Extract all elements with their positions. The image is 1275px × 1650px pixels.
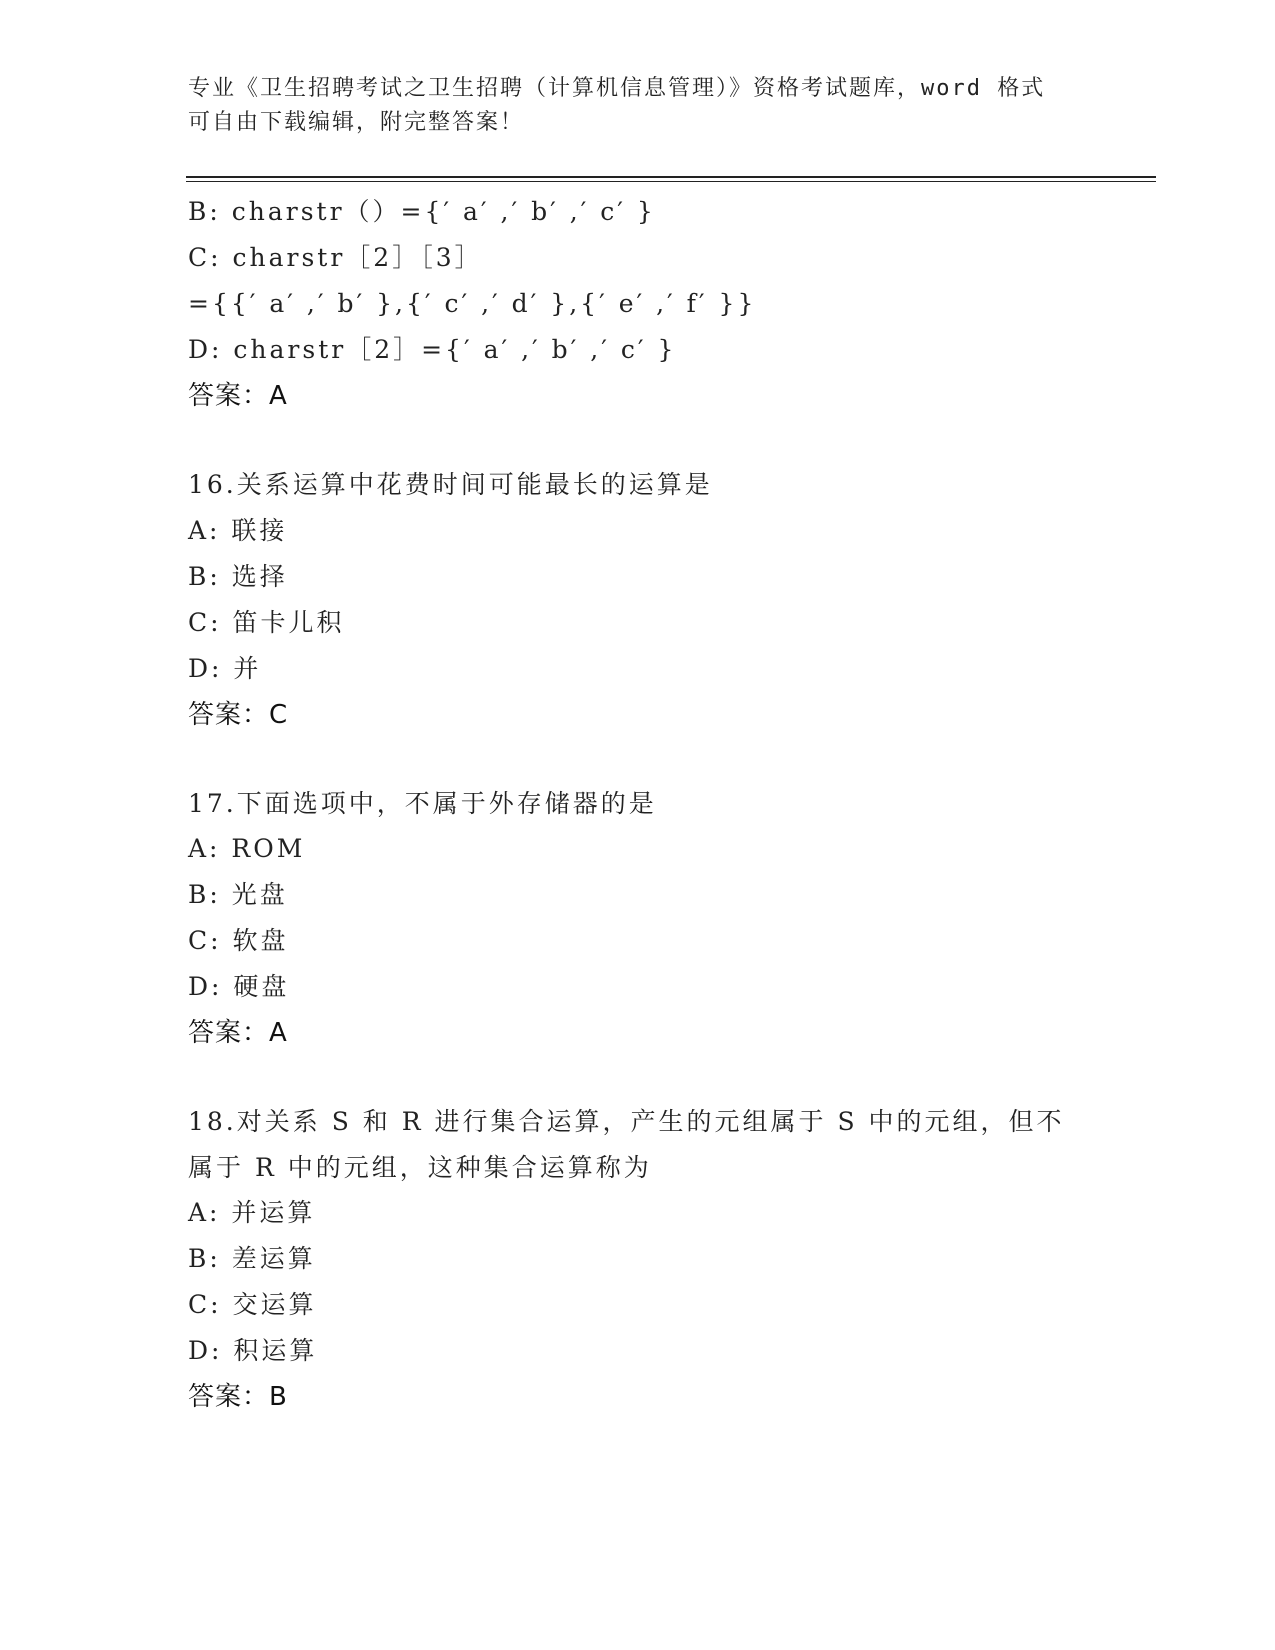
option-b: B: 光盘 <box>188 880 288 909</box>
header-divider <box>186 176 1156 182</box>
answer-line: 答案：C <box>188 699 289 730</box>
option-b: B: 选择 <box>188 561 288 591</box>
answer-line: 答案：B <box>188 1382 288 1412</box>
answer-line: 答案：A <box>188 1018 288 1048</box>
option-a: A: 联接 <box>188 515 288 545</box>
option-d: D: 并 <box>188 653 262 683</box>
question-18 <box>188 1099 1088 1420</box>
header-line-1: 专业《卫生招聘考试之卫生招聘（计算机信息管理）》资格考试题库，word 格式 <box>188 76 1046 101</box>
option-c: C: 交运算 <box>188 1290 317 1319</box>
question-title: 16.关系运算中花费时间可能最长的运算是 <box>188 470 713 499</box>
question-title: 18.对关系 S 和 R 进行集合运算，产生的元组属于 S 中的元组，但不属于 R 中的元组，这种集合运算称为 <box>188 1107 1065 1182</box>
previous-question-block <box>188 189 1088 419</box>
question-16 <box>188 462 1088 738</box>
question-17 <box>188 781 1088 1057</box>
option-b: B: charstr（）={′ a′ ,′ b′ ,′ c′ } <box>188 197 656 226</box>
page-header <box>188 72 1088 140</box>
option-a: A: 并运算 <box>188 1198 316 1227</box>
option-d: D: 积运算 <box>188 1336 318 1365</box>
option-c: C: charstr［2］［3］ <box>188 243 483 272</box>
option-c-continued: ={{′ a′ ,′ b′ },{′ c′ ,′ d′ },{′ e′ ,′ f′ }} <box>188 289 757 318</box>
answer-line: 答案：A <box>188 381 288 411</box>
option-d: D: charstr［2］={′ a′ ,′ b′ ,′ c′ } <box>188 335 677 364</box>
question-list <box>188 189 1088 1420</box>
option-c: C: 软盘 <box>188 926 289 955</box>
option-a: A: ROM <box>188 834 306 863</box>
option-c: C: 笛卡儿积 <box>188 607 345 637</box>
option-b: B: 差运算 <box>188 1244 316 1273</box>
header-line-2: 可自由下载编辑，附完整答案！ <box>188 110 525 135</box>
option-d: D: 硬盘 <box>188 972 290 1001</box>
question-title: 17.下面选项中，不属于外存储器的是 <box>188 788 657 818</box>
